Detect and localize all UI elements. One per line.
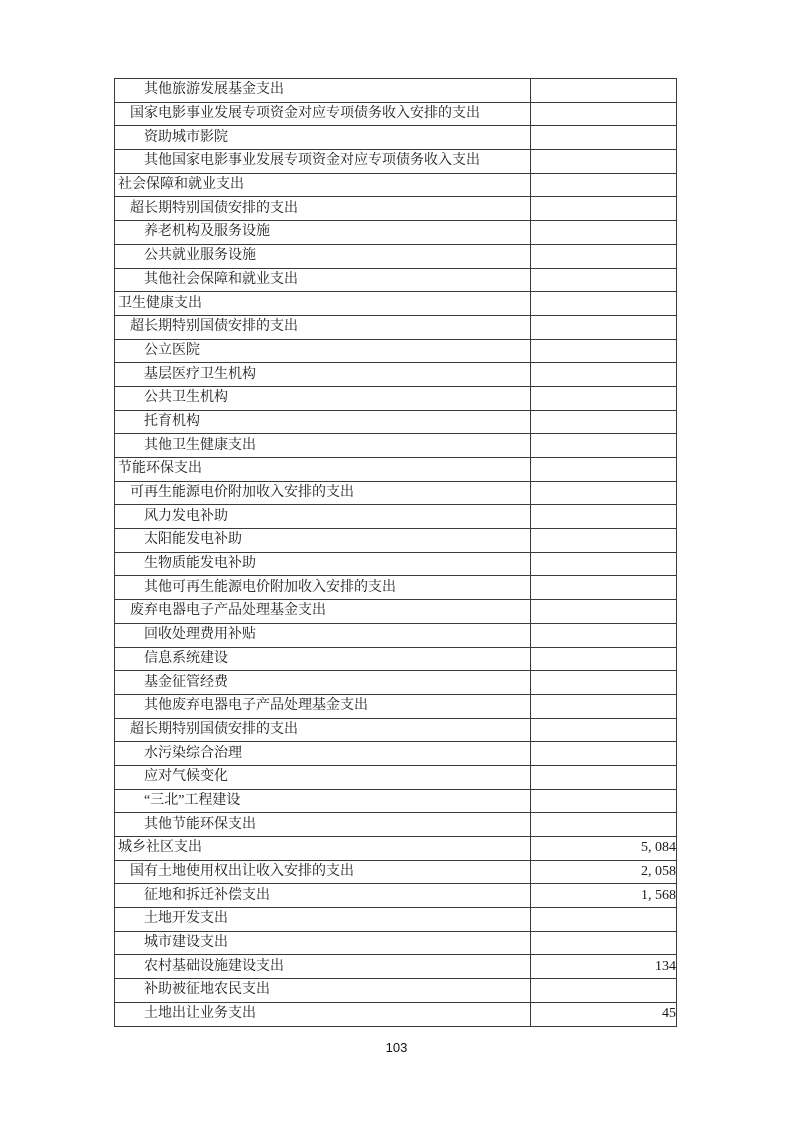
row-label: 国家电影事业发展专项资金对应专项债务收入安排的支出 — [115, 102, 531, 126]
table-row — [115, 102, 677, 126]
table-row — [115, 694, 677, 718]
row-label: 公共就业服务设施 — [115, 244, 531, 268]
row-label: “三北”工程建设 — [115, 789, 531, 813]
table-row — [115, 837, 677, 861]
row-label: 资助城市影院 — [115, 126, 531, 150]
table-row — [115, 742, 677, 766]
table-row — [115, 931, 677, 955]
row-value: 2, 058 — [531, 860, 677, 884]
budget-expenditure-table — [114, 78, 677, 1027]
row-value — [531, 908, 677, 932]
row-value — [531, 386, 677, 410]
row-label: 托育机构 — [115, 410, 531, 434]
table-row — [115, 410, 677, 434]
table-row — [115, 363, 677, 387]
table-row — [115, 884, 677, 908]
row-label: 超长期特别国债安排的支出 — [115, 197, 531, 221]
table-row — [115, 979, 677, 1003]
row-label: 其他废弃电器电子产品处理基金支出 — [115, 694, 531, 718]
row-label: 农村基础设施建设支出 — [115, 955, 531, 979]
row-label: 公共卫生机构 — [115, 386, 531, 410]
row-value — [531, 244, 677, 268]
row-value — [531, 694, 677, 718]
table-row — [115, 623, 677, 647]
row-label: 风力发电补助 — [115, 505, 531, 529]
row-label: 超长期特别国债安排的支出 — [115, 718, 531, 742]
table-row — [115, 908, 677, 932]
row-label: 基层医疗卫生机构 — [115, 363, 531, 387]
row-label: 其他社会保障和就业支出 — [115, 268, 531, 292]
row-value — [531, 434, 677, 458]
budget-table-body — [115, 79, 677, 1027]
row-value — [531, 813, 677, 837]
row-value — [531, 79, 677, 103]
table-row — [115, 315, 677, 339]
row-label: 节能环保支出 — [115, 458, 531, 482]
table-row — [115, 339, 677, 363]
row-label: 回收处理费用补贴 — [115, 623, 531, 647]
row-label: 土地开发支出 — [115, 908, 531, 932]
table-row — [115, 126, 677, 150]
table-row — [115, 671, 677, 695]
table-row — [115, 244, 677, 268]
table-row — [115, 173, 677, 197]
row-value — [531, 931, 677, 955]
row-value — [531, 363, 677, 387]
table-row — [115, 481, 677, 505]
row-label: 生物质能发电补助 — [115, 552, 531, 576]
row-value — [531, 600, 677, 624]
row-label: 征地和拆迁补偿支出 — [115, 884, 531, 908]
row-label: 废弃电器电子产品处理基金支出 — [115, 600, 531, 624]
row-value — [531, 315, 677, 339]
row-value — [531, 505, 677, 529]
row-label: 土地出让业务支出 — [115, 1002, 531, 1026]
table-row — [115, 955, 677, 979]
table-row — [115, 458, 677, 482]
row-value — [531, 671, 677, 695]
table-row — [115, 268, 677, 292]
table-row — [115, 765, 677, 789]
table-row — [115, 197, 677, 221]
row-value: 5, 084 — [531, 837, 677, 861]
row-value: 45 — [531, 1002, 677, 1026]
row-value — [531, 339, 677, 363]
row-label: 应对气候变化 — [115, 765, 531, 789]
row-value — [531, 173, 677, 197]
table-row — [115, 529, 677, 553]
table-row — [115, 1002, 677, 1026]
row-value — [531, 765, 677, 789]
row-label: 水污染综合治理 — [115, 742, 531, 766]
row-label: 基金征管经费 — [115, 671, 531, 695]
row-label: 城市建设支出 — [115, 931, 531, 955]
table-row — [115, 600, 677, 624]
table-row — [115, 505, 677, 529]
row-value — [531, 718, 677, 742]
row-label: 超长期特别国债安排的支出 — [115, 315, 531, 339]
row-value — [531, 197, 677, 221]
table-row — [115, 813, 677, 837]
row-label: 公立医院 — [115, 339, 531, 363]
row-value — [531, 126, 677, 150]
table-row — [115, 221, 677, 245]
row-value: 1, 568 — [531, 884, 677, 908]
table-row — [115, 292, 677, 316]
row-label: 其他旅游发展基金支出 — [115, 79, 531, 103]
row-label: 卫生健康支出 — [115, 292, 531, 316]
row-value — [531, 458, 677, 482]
row-label: 国有土地使用权出让收入安排的支出 — [115, 860, 531, 884]
row-value — [531, 221, 677, 245]
row-value: 134 — [531, 955, 677, 979]
row-value — [531, 292, 677, 316]
table-row — [115, 79, 677, 103]
table-row — [115, 860, 677, 884]
table-row — [115, 150, 677, 174]
table-row — [115, 386, 677, 410]
row-label: 其他卫生健康支出 — [115, 434, 531, 458]
table-row — [115, 647, 677, 671]
row-value — [531, 576, 677, 600]
row-value — [531, 410, 677, 434]
table-row — [115, 576, 677, 600]
row-value — [531, 268, 677, 292]
row-value — [531, 529, 677, 553]
row-label: 信息系统建设 — [115, 647, 531, 671]
table-row — [115, 552, 677, 576]
row-value — [531, 742, 677, 766]
row-value — [531, 647, 677, 671]
row-label: 养老机构及服务设施 — [115, 221, 531, 245]
page-number: 103 — [385, 1040, 408, 1055]
row-label: 城乡社区支出 — [115, 837, 531, 861]
row-label: 社会保障和就业支出 — [115, 173, 531, 197]
row-label: 其他国家电影事业发展专项资金对应专项债务收入支出 — [115, 150, 531, 174]
row-value — [531, 979, 677, 1003]
row-label: 其他可再生能源电价附加收入安排的支出 — [115, 576, 531, 600]
row-label: 太阳能发电补助 — [115, 529, 531, 553]
table-row — [115, 434, 677, 458]
row-value — [531, 552, 677, 576]
row-value — [531, 481, 677, 505]
row-value — [531, 102, 677, 126]
table-row — [115, 789, 677, 813]
row-value — [531, 623, 677, 647]
row-label: 补助被征地农民支出 — [115, 979, 531, 1003]
row-value — [531, 150, 677, 174]
table-row — [115, 718, 677, 742]
row-label: 其他节能环保支出 — [115, 813, 531, 837]
row-label: 可再生能源电价附加收入安排的支出 — [115, 481, 531, 505]
row-value — [531, 789, 677, 813]
